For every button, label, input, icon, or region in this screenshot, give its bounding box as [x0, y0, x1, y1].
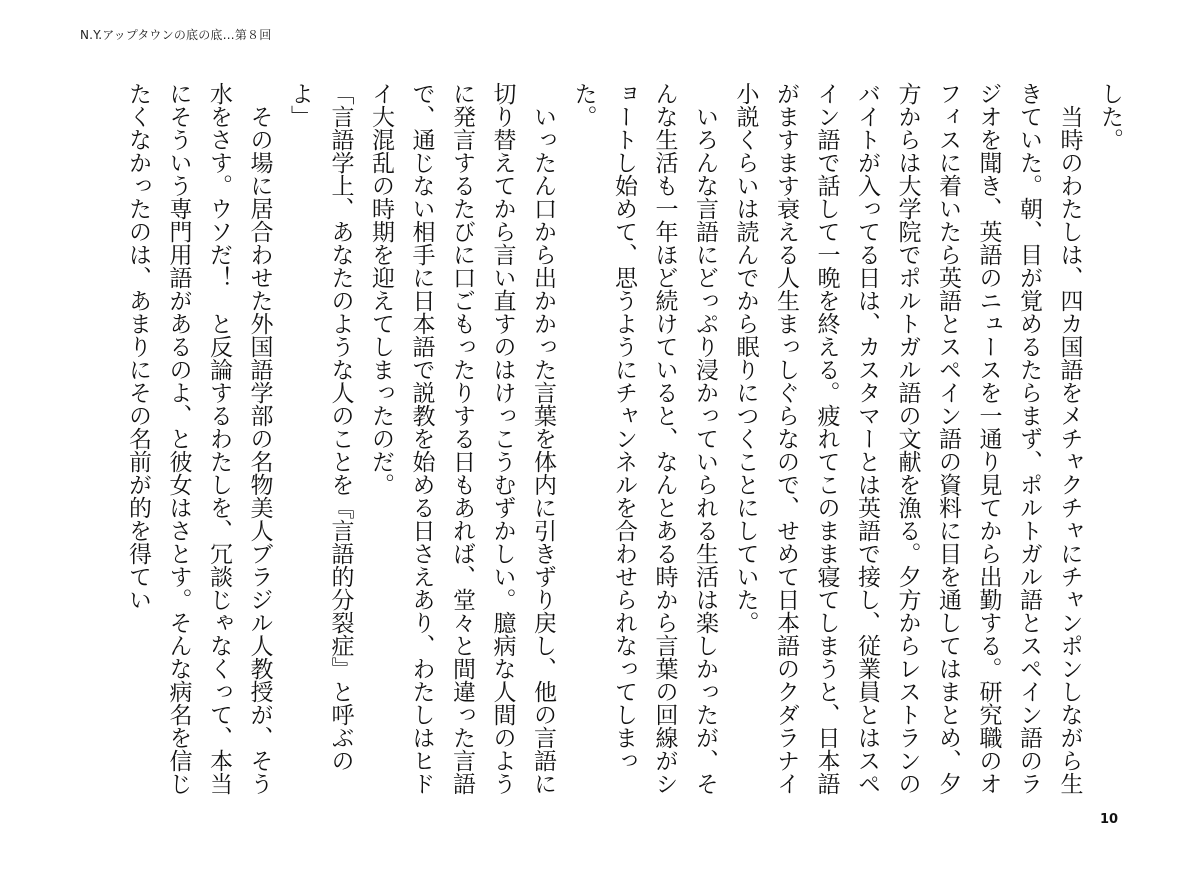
paragraph-professor: その場に居合わせた外国語学部の名物美人ブラジル人教授が、そう水をさす。ウソだ！ と反論するわたしを、冗談じゃなくって、本当にそういう専門用語があるのよ、と彼女はさとす。そんな病名を信じたくなかったのは、あまりにその名前が的を得てい [125, 82, 273, 795]
running-header: N.Y.アップタウンの底の底…第８回 [80, 28, 272, 42]
paragraph-quote: 「言語学上、あなたのような人のことを『言語的分裂症』と呼ぶのよ」 [287, 82, 354, 772]
page-number: 10 [1100, 812, 1119, 827]
vertical-text-body [80, 82, 1130, 802]
paragraph-continuation: した。 [1097, 82, 1123, 151]
paragraph-daily-life: 当時のわたしは、四カ国語をメチャクチャにチャンポンしながら生きていた。朝、目が覚めるたらまず、ポルトガル語とスペイン語のラジオを聞き、英語のニュースを一通り見てから出勤する。研究職のオフィスに着いたら英語とスペイン語の資料に目を通してはまとめ、夕方からは大学院でポルトガル語の文献を漁る。夕方からレストランのバイトが入ってる日は、カスタマーとは英語で接し、従業員とはスペイン語で話して一晩を終える。疲れてこのまま寝てしまうと、日本語がますます衰える人生まっしぐらなので、せめて日本語のクダラナイ小説くらいは読んでから眠りにつくことにしていた。 [732, 82, 1083, 795]
paragraph-switching-difficulty: いったん口から出かかった言葉を体内に引きずり戻し、他の言語に切り替えてから言い直すのはけっこうむずかしい。臆病な人間のように発言するたびに口ごもったりする日もあれば、堂々と間違った言語で、通じない相手に日本語で説教を始める日さえあり、わたしはヒドイ大混乱の時期を迎えてしまったのだ。 [368, 82, 556, 795]
paragraph-language-immersion: いろんな言語にどっぷり浸かっていられる生活は楽しかったが、そんな生活も一年ほど続けていると、なんとある時から言葉の回線がショートし始めて、思うようにチャンネルを合わせられなってしまった。 [570, 82, 718, 795]
